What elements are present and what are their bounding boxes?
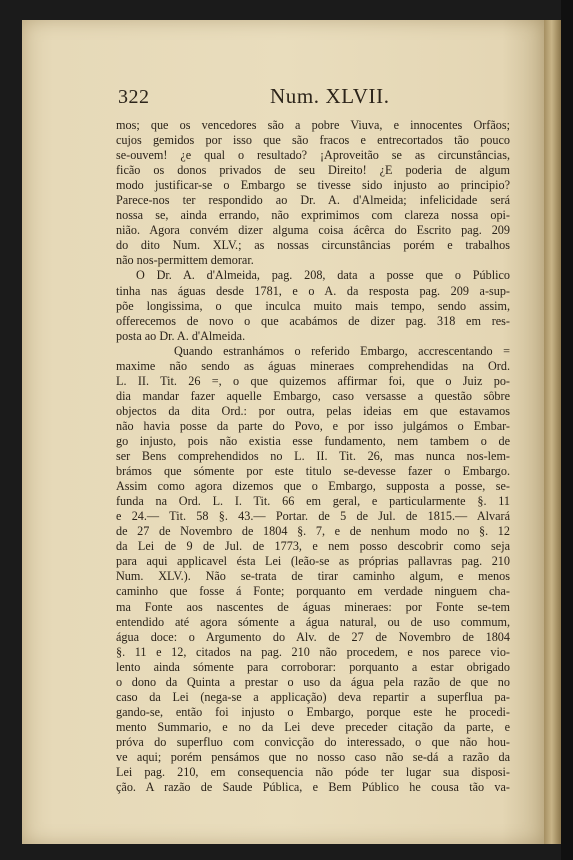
text-line: Parece-nos ter respondido ao Dr. A. d'Almeida; infelicidade será <box>116 193 510 208</box>
text-line: água doce: o Argumento do Alv. de 27 de Novembro de 1804 <box>116 629 510 644</box>
text-line: caminho que fosse á Fonte; porquanto em verdade ninguem cha- <box>116 584 510 599</box>
text-line: lento ainda sómente para corroborar: porquanto a estar obrigado <box>116 659 510 674</box>
text-line: mento Summario, e no da Lei deve preceder citação da parte, e <box>116 719 510 734</box>
text-line: e 24.— Tit. 58 §. 43.— Portar. de 5 de Jul. de 1815.— Alvará <box>116 509 510 524</box>
text-line: L. II. Tit. 26 =, o que quizemos affirmar foi, que o Juiz po- <box>116 373 510 388</box>
text-line: nião. Agora convém dizer alguma coisa ácêrca do Escrito pag. 209 <box>116 223 510 238</box>
text-line: do dito Num. XLV.; as nossas circunstâncias porém e trabalhos <box>116 238 510 253</box>
text-line: tinha nas águas desde 1781, e o A. da resposta pag. 209 a-sup- <box>116 283 510 298</box>
body-text <box>116 118 510 795</box>
text-line: modo justificar-se o Embargo se tivesse sido injusto ao principio? <box>116 178 510 193</box>
text-line: põe longissima, o que inculca muito mais tempo, sendo assim, <box>116 298 510 313</box>
text-line: mos; que os vencedores são a pobre Viuva, e innocentes Orfãos; <box>116 118 510 132</box>
text-line: entendido até agora sómente a água natural, ou de uso commum, <box>116 614 510 629</box>
text-line: brámos que sómente por este titulo se-devesse fazer o Embargo. <box>116 464 510 479</box>
paragraph-start-line: Quando estranhámos o referido Embargo, accrescentando = <box>174 343 510 358</box>
text-line: Lei pag. 210, em consequencia não póde ter lugar sua disposi- <box>116 765 510 780</box>
page-edge-strip <box>544 20 561 844</box>
text-line: cujos gemidos por isso que são fracos e entrecortados tão pouco <box>116 133 510 148</box>
text-line: funda na Ord. L. I. Tit. 66 em geral, e particularmente §. 11 <box>116 494 510 509</box>
text-line: não havia posse da parte do Povo, e por isso julgámos o Embar- <box>116 418 510 433</box>
scan-border <box>561 0 573 860</box>
text-line: Num. XLV.). Não se-trata de tirar caminho algum, e menos <box>116 569 510 584</box>
text-line: posta ao Dr. A. d'Almeida. <box>116 328 246 343</box>
text-line: gando-se, então foi injusto o Embargo, porque este he procedi- <box>116 704 510 719</box>
text-line: nossa se, ainda errando, não exprimimos com clareza nossa opi- <box>116 208 510 223</box>
text-line: §. 11 e 12, citados na pag. 210 não procedem, e nos parece vio- <box>116 644 510 659</box>
text-line: ser Bens comprehendidos no L. II. Tit. 26, mas nunca nos-lem- <box>116 449 510 464</box>
running-head: Num. XLVII. <box>270 84 390 108</box>
text-line: não nos-permittem demorar. <box>116 253 254 268</box>
text-line: ção. A razão de Saude Pública, e Bem Público he cousa tão va- <box>116 780 510 795</box>
text-line: caso da Lei (nega-se a applicação) deva repartir a superflua pa- <box>116 689 510 704</box>
text-line: o dono da Quinta a prestar o uso da água pela razão de que no <box>116 674 510 689</box>
text-line: ve aqui; porém pensámos que no nosso caso não se-dá a razão da <box>116 749 510 764</box>
page-number: 322 <box>118 86 150 108</box>
text-line: da Lei de 9 de Jul. de 1773, e nem posso descobrir como seja <box>116 539 510 554</box>
text-line: ma Fonte aos nascentes de águas mineraes: por Fonte se-tem <box>116 599 510 614</box>
text-line: ficão os donos privados de seu Direito! ¿E poderia de algum <box>116 163 510 178</box>
text-line: objectos da dita Ord.: por outra, pelas ideias em que estavamos <box>116 403 510 418</box>
paragraph-start-line: O Dr. A. d'Almeida, pag. 208, data a posse que o Público <box>136 268 510 283</box>
text-line: se-ouvem! ¿e qual o resultado? ¡Aproveitão se as circunstâncias, <box>116 148 510 163</box>
text-line: maxime não sendo as águas mineraes comprehendidas na Ord. <box>116 358 510 373</box>
text-line: offerecemos de novo o que acabámos de dizer pag. 318 em res- <box>116 313 510 328</box>
page-header <box>118 84 518 112</box>
text-line: para aqui applicavel ésta Lei (leão-se as próprias pallavras pag. 210 <box>116 554 510 569</box>
text-line: dia mandar fazer aquelle Embargo, caso versasse a questão sôbre <box>116 388 510 403</box>
text-line: go injusto, pois não existia esse fundamento, nem tambem o de <box>116 433 510 448</box>
text-line: de 27 de Novembro de 1804 §. 7, e de nenhum modo no §. 12 <box>116 524 510 539</box>
text-line: Assim como agora dizemos que o Embargo, supposta a posse, se- <box>116 479 510 494</box>
text-line: próva do superfluo com convicção do interessado, o que não hou- <box>116 734 510 749</box>
